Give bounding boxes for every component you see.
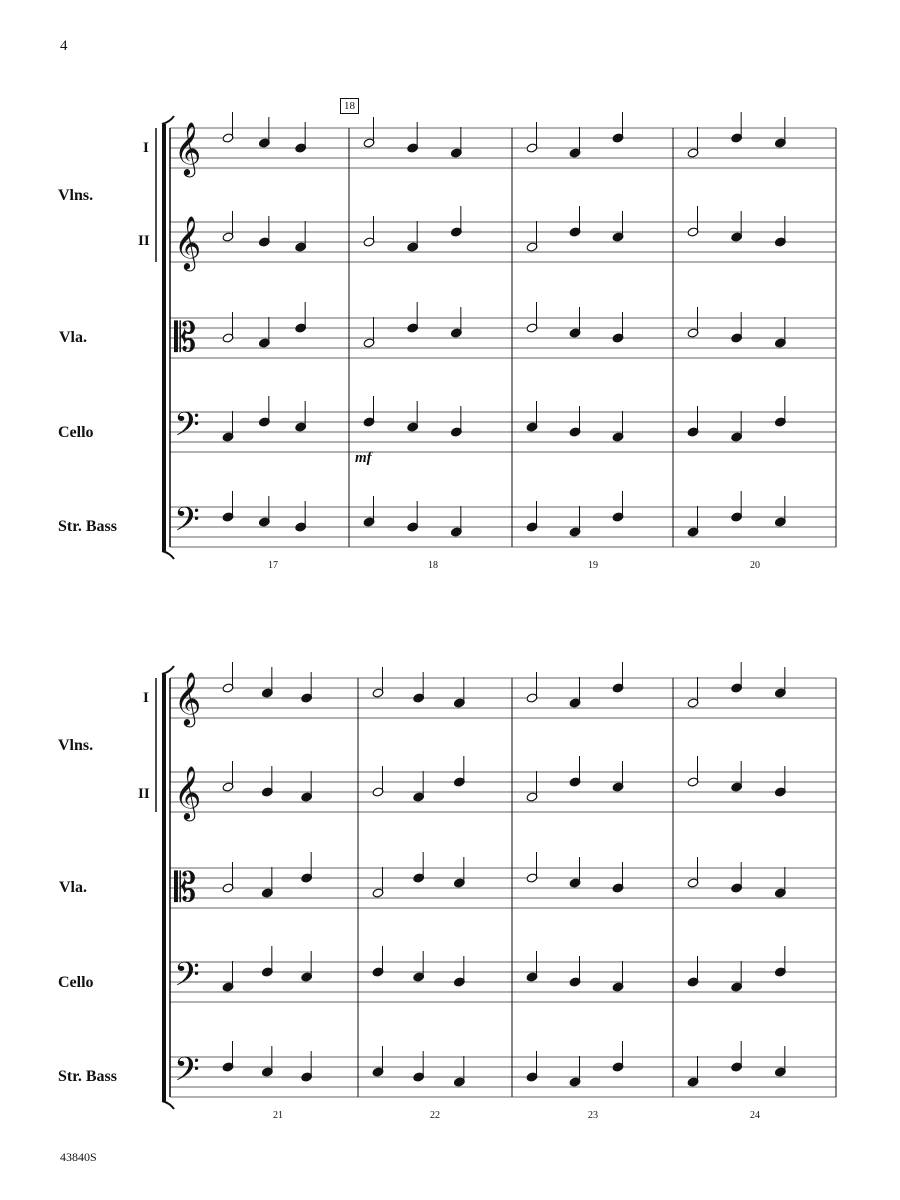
bracket-hook	[162, 551, 174, 559]
instrument-label-string-bass: Str. Bass	[58, 518, 117, 535]
instrument-label-cello: Cello	[58, 974, 94, 991]
page-number: 4	[60, 38, 68, 54]
part-label-violin-2: II	[138, 233, 150, 249]
instrument-label-string-bass: Str. Bass	[58, 1068, 117, 1085]
bracket-hook	[162, 1101, 174, 1109]
instrument-label-violins: Vlns.	[58, 737, 94, 754]
measure-number: 24	[750, 1110, 760, 1121]
bass-clef: 𝄢	[174, 956, 200, 1002]
system-2	[156, 662, 836, 1109]
instrument-label-violins: Vlns.	[58, 187, 94, 204]
part-label-violin-2: II	[138, 786, 150, 802]
treble-clef: 𝄞	[174, 671, 202, 725]
system-1	[156, 112, 836, 559]
instrument-label-viola: Vla.	[59, 329, 87, 346]
alto-clef: 𝄡	[174, 315, 197, 361]
bracket-hook	[162, 116, 174, 124]
measure-number: 19	[588, 560, 598, 571]
dynamic-marking: mf	[355, 450, 372, 466]
measure-number: 22	[430, 1110, 440, 1121]
bracket-hook	[162, 666, 174, 674]
measure-number: 17	[268, 560, 278, 571]
part-label-violin-1: I	[143, 690, 149, 706]
measure-number: 20	[750, 560, 760, 571]
bass-clef: 𝄢	[174, 406, 200, 452]
alto-clef: 𝄡	[174, 865, 197, 911]
measure-number: 23	[588, 1110, 598, 1121]
treble-clef: 𝄞	[174, 215, 202, 269]
measure-number: 18	[428, 560, 438, 571]
instrument-label-cello: Cello	[58, 424, 94, 441]
part-label-violin-1: I	[143, 140, 149, 156]
bass-clef: 𝄢	[174, 501, 200, 547]
footer-code: 43840S	[60, 1150, 97, 1164]
instrument-label-viola: Vla.	[59, 879, 87, 896]
rehearsal-mark: 18	[340, 98, 359, 114]
treble-clef: 𝄞	[174, 121, 202, 175]
measure-number: 21	[273, 1110, 283, 1121]
bass-clef: 𝄢	[174, 1051, 200, 1097]
treble-clef: 𝄞	[174, 765, 202, 819]
